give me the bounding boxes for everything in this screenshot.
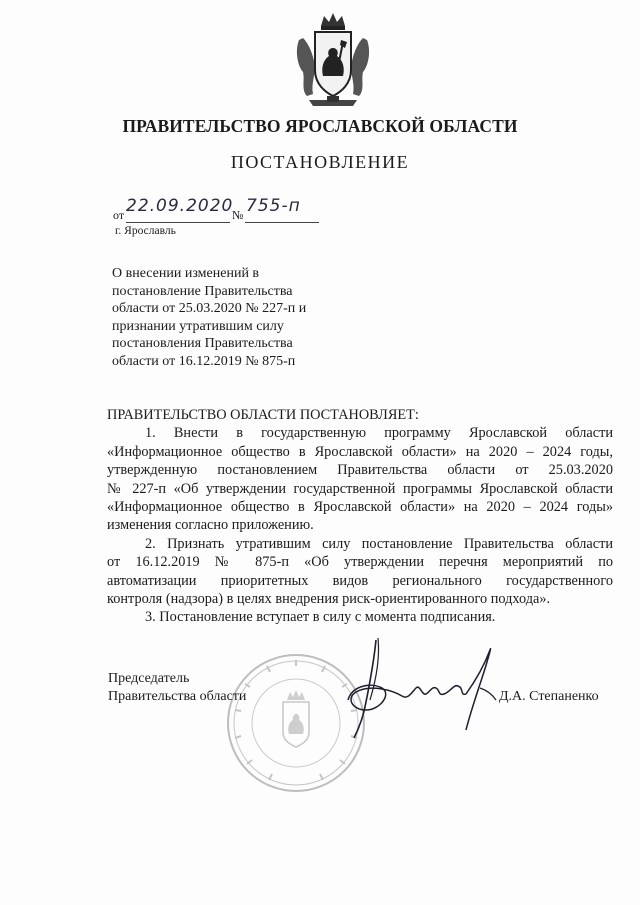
document-type: ПОСТАНОВЛЕНИЕ [230,152,410,172]
item-1-line: «Информационное общество в Ярославской области» на 2020 – 2024 годы, [107,443,613,460]
document-subject [112,265,352,371]
item-2-line: 2. Признать утратившим силу постановление Правительства области [145,535,613,552]
signer-position-line: Председатель [108,671,190,686]
government-title: ПРАВИТЕЛЬСТВО ЯРОСЛАВСКОЙ ОБЛАСТИ [122,116,518,136]
item-1-line: утвержденную постановлением Правительства области от 25.03.2020 [107,462,613,479]
item-2-line: от 16.12.2019 № 875-п «Об утверждении перечня мероприятий по [107,554,613,571]
handwritten-number: 755-п [246,196,301,216]
item-2-line: контроля (надзора) в целях внедрения риск-ориентированного подхода». [107,591,551,608]
subject-line: постановления Правительства [112,336,293,352]
subject-line: О внесении изменений в [112,266,260,281]
signer-position-line: Правительства области [108,689,247,704]
item-1-line: № 227-п «Об утверждении государственной программы Ярославской области [107,480,613,497]
handwritten-signature-icon [330,630,500,745]
item-1-line: 1. Внести в государственную программу Ярославской области [145,425,613,442]
document-body [107,406,613,627]
coat-of-arms-icon [293,10,373,108]
item-3-line: 3. Постановление вступает в силу с момента подписания. [145,609,496,626]
subject-line: области от 25.03.2020 № 227-п и [112,301,307,317]
from-label: от [113,208,125,222]
number-label: № [232,208,244,222]
handwritten-date: 22.09.2020 [126,196,234,216]
subject-line: области от 16.12.2019 № 875-п [112,353,296,369]
item-1-line: «Информационное общество в Ярославской области» на 2020 – 2024 годы» [107,499,613,516]
item-2-line: автоматизации приоритетных видов регионального государственного [107,572,613,589]
subject-line: признании утратившим силу [112,318,284,334]
signer-name: Д.А. Степаненко [499,689,599,704]
subject-line: постановление Правительства [112,283,293,299]
decree-heading: ПРАВИТЕЛЬСТВО ОБЛАСТИ ПОСТАНОВЛЯЕТ: [107,407,419,423]
document-city: г. Ярославль [115,225,176,237]
document-number-line [113,196,353,226]
item-1-line: изменения согласно приложению. [107,517,314,534]
signer-position [108,670,246,706]
